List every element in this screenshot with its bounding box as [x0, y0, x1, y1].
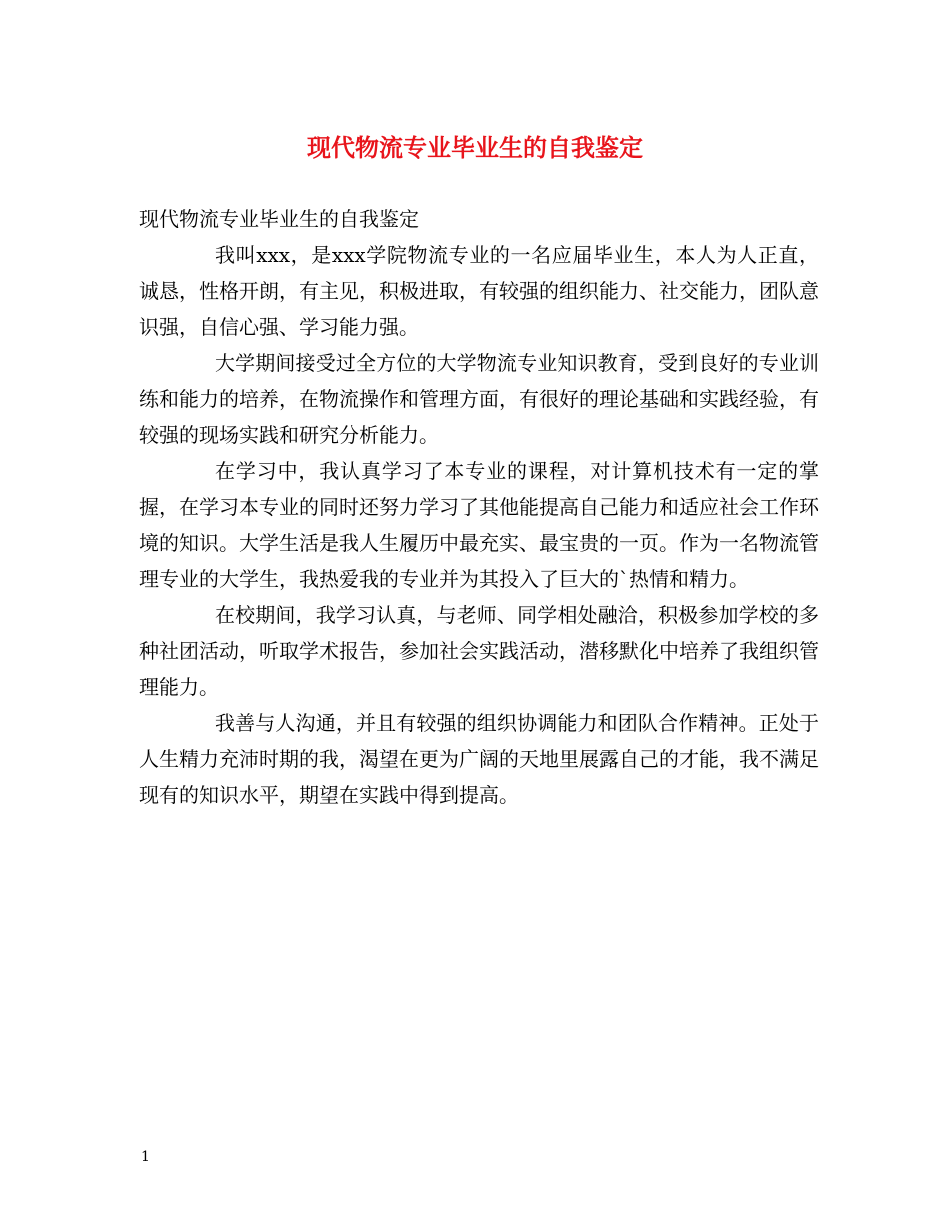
document-body [139, 201, 819, 813]
page-number: 1 [141, 1149, 150, 1165]
paragraph-2: 大学期间接受过全方位的大学物流专业知识教育，受到良好的专业训练和能力的培养，在物流操作和管理方面，有很好的理论基础和实践经验，有较强的现场实践和研究分析能力。 [139, 351, 819, 447]
paragraph-3: 在学习中，我认真学习了本专业的课程，对计算机技术有一定的掌握，在学习本专业的同时还努力学习了其他能提高自己能力和适应社会工作环境的知识。大学生活是我人生履历中最充实、最宝贵的一页。作为一名物流管理专业的大学生，我热爱我的专业并为其投入了巨大的`热情和精力。 [139, 459, 819, 591]
document-heading: 现代物流专业毕业生的自我鉴定 [139, 207, 419, 231]
paragraph-5: 我善与人沟通，并且有较强的组织协调能力和团队合作精神。正处于人生精力充沛时期的我，渴望在更为广阔的天地里展露自己的才能，我不满足现有的知识水平，期望在实践中得到提高。 [139, 711, 819, 807]
paragraph-4: 在校期间，我学习认真，与老师、同学相处融洽，积极参加学校的多种社团活动，听取学术报告，参加社会实践活动，潜移默化中培养了我组织管理能力。 [139, 603, 819, 699]
document-title: 现代物流专业毕业生的自我鉴定 [307, 133, 643, 162]
paragraph-1: 我叫xxx，是xxx学院物流专业的一名应届毕业生，本人为人正直，诚恳，性格开朗，有主见，积极进取，有较强的组织能力、社交能力，团队意识强，自信心强、学习能力强。 [139, 243, 819, 339]
